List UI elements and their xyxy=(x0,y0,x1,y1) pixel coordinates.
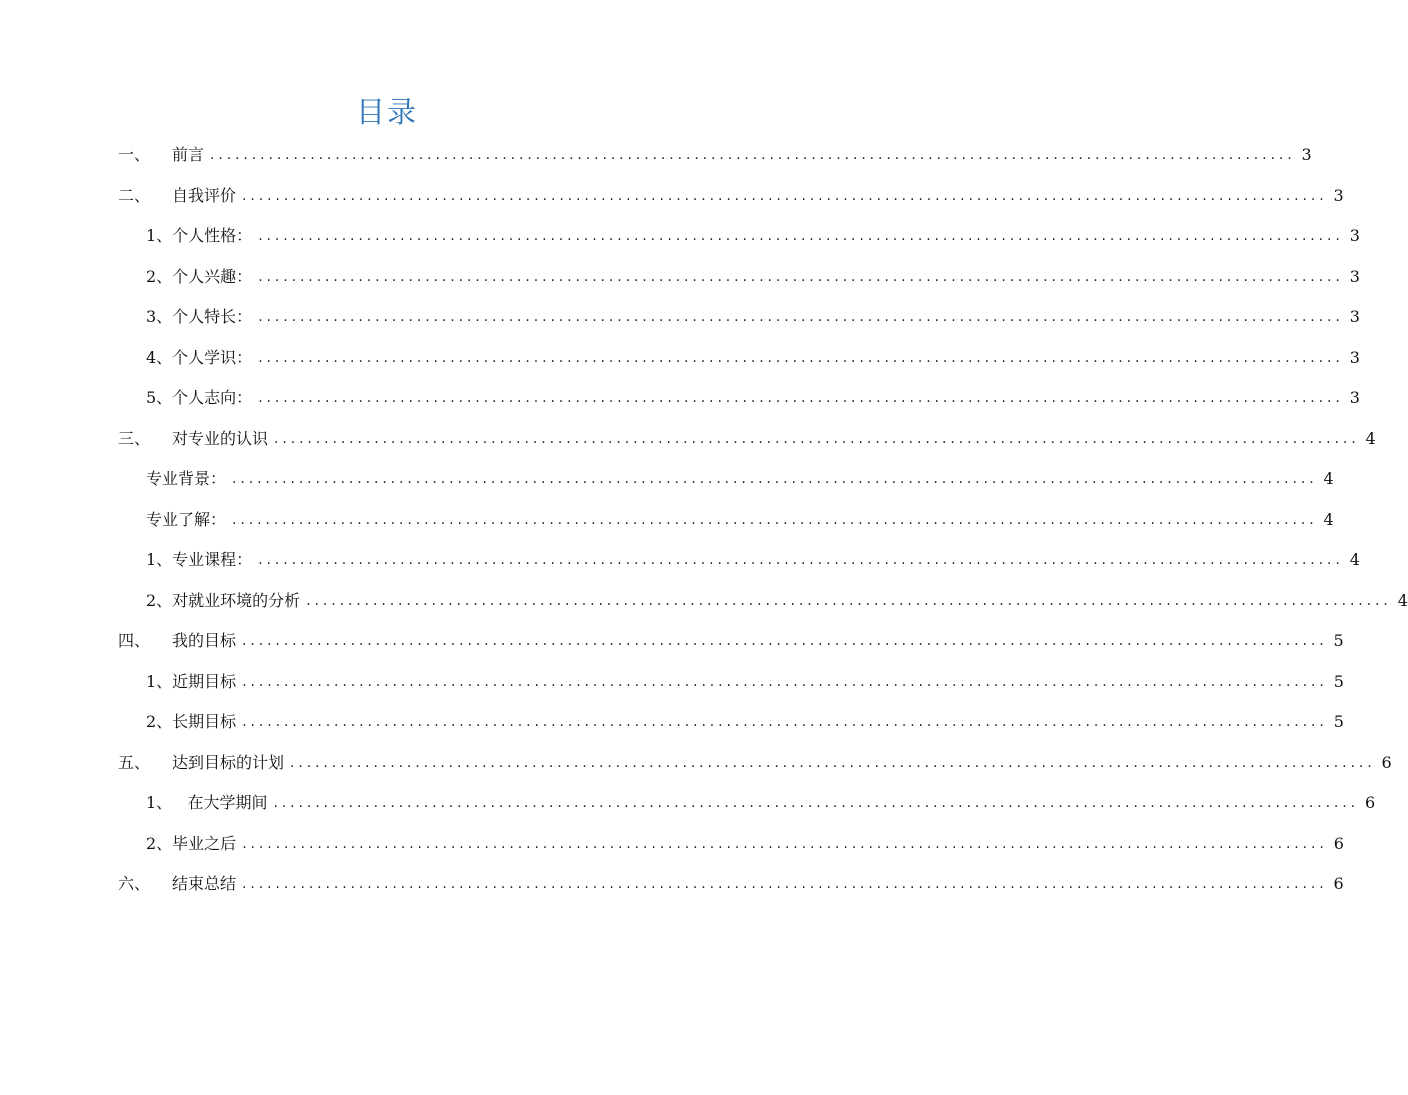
toc-page-number: 3 xyxy=(1301,145,1312,165)
toc-entry-text: 2、个人兴趣： xyxy=(146,266,253,286)
toc-entry[interactable] xyxy=(118,824,1344,865)
toc-entry-text: 前言 xyxy=(172,145,205,165)
toc-entry[interactable] xyxy=(118,297,1360,338)
toc-title: 目录 xyxy=(355,95,418,129)
toc-dot-leader: .................................................................................................................................. xyxy=(258,390,1344,407)
toc-dot-leader: .................................................................................................................................. xyxy=(242,187,1328,204)
toc-dot-leader: .................................................................................................................................. xyxy=(274,430,1360,447)
toc-page-number: 4 xyxy=(1397,590,1408,610)
toc-entry-number: 三、 xyxy=(118,428,151,448)
toc-page-number: 6 xyxy=(1333,874,1344,894)
toc-page-number: 6 xyxy=(1364,793,1376,813)
toc-page-number: 4 xyxy=(1323,469,1334,489)
toc-entry-text: 2、对就业环境的分析 xyxy=(146,590,301,610)
toc-page-number: 3 xyxy=(1333,185,1344,205)
toc-entry-text: 1、专业课程： xyxy=(146,550,253,570)
toc-page-number: 5 xyxy=(1333,712,1344,732)
toc-dot-leader: .................................................................................................................................. xyxy=(306,592,1392,609)
toc-entry[interactable] xyxy=(118,864,1344,905)
toc-dot-leader: .................................................................................................................................. xyxy=(242,633,1328,650)
toc-page-number: 3 xyxy=(1349,347,1360,367)
toc-dot-leader: .................................................................................................................................. xyxy=(258,268,1344,285)
toc-entry-text: 1、近期目标 xyxy=(146,671,237,691)
toc-entry[interactable] xyxy=(118,540,1360,581)
toc-dot-leader: .................................................................................................................................. xyxy=(258,552,1344,569)
toc-page-number: 5 xyxy=(1333,631,1344,651)
toc-entry-text: 专业了解： xyxy=(146,509,227,529)
toc-entry-text: 5、个人志向： xyxy=(146,388,253,408)
toc-page-number: 6 xyxy=(1333,833,1344,853)
toc-entry-text: 专业背景： xyxy=(146,469,227,489)
toc-entry-text: 2、长期目标 xyxy=(146,712,237,732)
toc-dot-leader: .................................................................................................................................. xyxy=(290,754,1376,771)
toc-page-number: 4 xyxy=(1365,428,1376,448)
toc-entry[interactable] xyxy=(118,419,1376,460)
toc-page-number: 4 xyxy=(1349,550,1360,570)
toc-entry-text: 自我评价 xyxy=(172,185,237,205)
toc-entry[interactable] xyxy=(118,459,1334,500)
toc-dot-leader: .................................................................................................................................. xyxy=(232,471,1318,488)
toc-entry-number: 四、 xyxy=(118,631,151,651)
toc-entry[interactable] xyxy=(118,783,1376,824)
toc-dot-leader: .................................................................................................................................. xyxy=(258,309,1344,326)
toc-entry-text: 1、 在大学期间 xyxy=(146,793,268,813)
toc-entry-number: 五、 xyxy=(118,752,151,772)
toc-dot-leader: .................................................................................................................................. xyxy=(258,349,1344,366)
toc-dot-leader: .................................................................................................................................. xyxy=(242,835,1328,852)
toc-dot-leader: .................................................................................................................................. xyxy=(258,228,1344,245)
toc-entry[interactable] xyxy=(118,135,1312,176)
toc-entry-text: 3、个人特长： xyxy=(146,307,253,327)
toc-entry-number: 六、 xyxy=(118,874,151,894)
toc-page-number: 3 xyxy=(1349,226,1360,246)
toc-dot-leader: .................................................................................................................................. xyxy=(273,795,1359,812)
toc-page-number: 3 xyxy=(1349,388,1360,408)
toc-entry[interactable] xyxy=(118,581,1408,622)
toc-dot-leader: .................................................................................................................................. xyxy=(232,511,1318,528)
toc-entry[interactable] xyxy=(118,702,1344,743)
toc-entry[interactable] xyxy=(118,621,1344,662)
toc-entry[interactable] xyxy=(118,500,1334,541)
toc-entry[interactable] xyxy=(118,662,1344,703)
toc-entry-text: 1、个人性格： xyxy=(146,226,253,246)
toc-page-number: 6 xyxy=(1381,752,1392,772)
toc-entry-text: 结束总结 xyxy=(172,874,237,894)
toc-entry[interactable] xyxy=(118,338,1360,379)
toc-entry[interactable] xyxy=(118,378,1360,419)
toc-dot-leader: .................................................................................................................................. xyxy=(242,673,1328,690)
toc-entry-text: 4、个人学识： xyxy=(146,347,253,367)
toc-entry[interactable] xyxy=(118,743,1392,784)
toc-page-number: 3 xyxy=(1349,266,1360,286)
toc-dot-leader: .................................................................................................................................. xyxy=(242,714,1328,731)
toc-dot-leader: .................................................................................................................................. xyxy=(210,147,1296,164)
toc-entry-text: 达到目标的计划 xyxy=(172,752,285,772)
toc-entry[interactable] xyxy=(118,216,1360,257)
toc-page-number: 4 xyxy=(1323,509,1334,529)
toc-entry-text: 2、毕业之后 xyxy=(146,833,237,853)
toc-entry-number: 一、 xyxy=(118,145,151,165)
toc-entry[interactable] xyxy=(118,257,1360,298)
toc-dot-leader: .................................................................................................................................. xyxy=(242,876,1328,893)
toc-entry-text: 对专业的认识 xyxy=(172,428,269,448)
toc-page-number: 3 xyxy=(1349,307,1360,327)
toc-list xyxy=(118,135,1408,905)
toc-entry[interactable] xyxy=(118,176,1344,217)
toc-page-number: 5 xyxy=(1333,671,1344,691)
toc-entry-number: 二、 xyxy=(118,185,151,205)
toc-entry-text: 我的目标 xyxy=(172,631,237,651)
